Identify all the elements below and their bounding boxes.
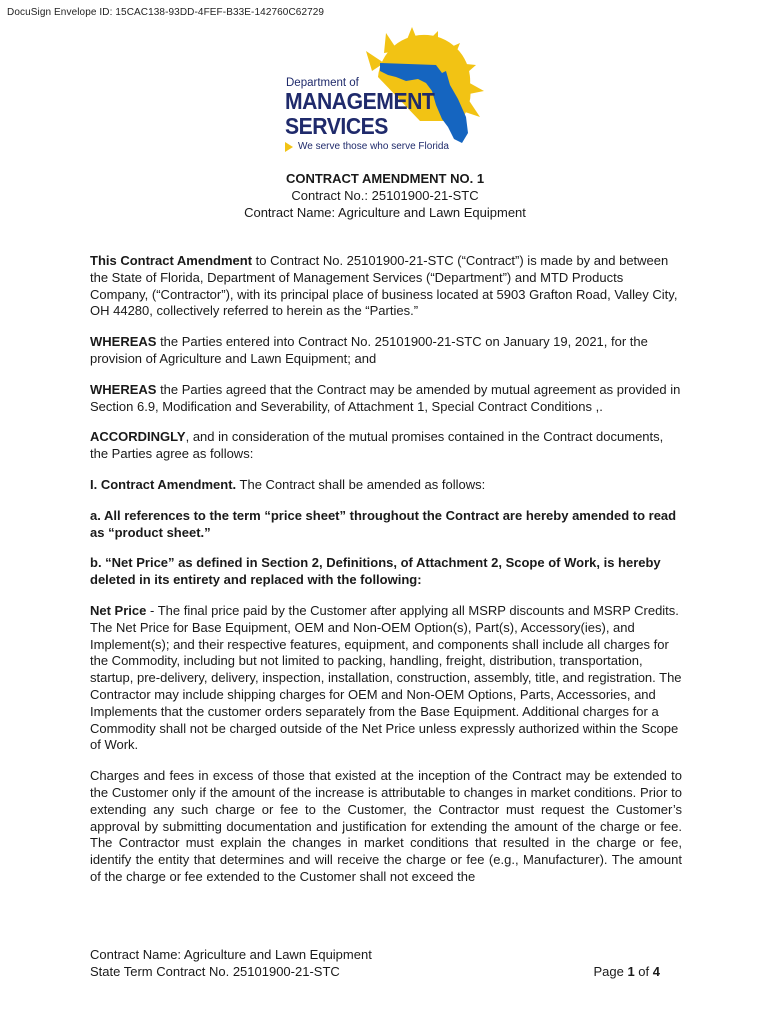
document-body: [90, 253, 682, 900]
logo-management-text: MANAGEMENT: [285, 88, 435, 114]
logo-department-text: Department of: [286, 77, 359, 89]
page-number: 1: [627, 964, 635, 979]
whereas-text-2: the Parties agreed that the Contract may be amended by mutual agreement as provided in Section 6.9, Modification and Severability, of Attachment 1, Special Contract Conditions ,.: [90, 381, 681, 414]
whereas-bold-1: WHEREAS: [90, 334, 157, 350]
section-i-bold: I. Contract Amendment.: [90, 476, 237, 492]
net-price-bold: Net Price: [90, 602, 147, 618]
intro-bold: This Contract Amendment: [90, 253, 253, 268]
intro-text: to Contract No. 25101900-21-STC (“Contract”) is made by and between the State of Florida, Department of Management Services (“Department”) and MTD Products Company, (“Contractor”), with its principal place of business located at 5903 Grafton Road, Valley City, OH 44280, collectively referred to herein as the “Parties.”: [90, 253, 678, 319]
section-i-text: The Contract shall be amended as follows:: [236, 476, 486, 492]
item-a-paragraph: [90, 508, 682, 542]
charges-paragraph: Charges and fees in excess of those that existed at the inception of the Contract may be extended to the Customer only if the amount of the increase is attributable to changes in market conditions. Prior to extending any such charge or fee to the Customer, the Contractor must request the Customer’s approval by submitting documentation and justification for extending the amount of the charge or fee. The Contractor must explain the changes in market conditions that resulted in the charge or fee, identify the entity that determines and will receive the charge or fee (e.g., Manufacturer). The amount of the charge or fee extended to the Customer shall not exceed the: [90, 768, 682, 884]
whereas-bold-2: WHEREAS: [90, 381, 157, 397]
accordingly-bold: ACCORDINGLY: [90, 429, 186, 445]
whereas-text-1: the Parties entered into Contract No. 25101900-21-STC on January 19, 2021, for the provision of Agriculture and Lawn Equipment; and: [90, 334, 648, 366]
logo-services-text: SERVICES: [285, 113, 388, 139]
accordingly-paragraph: [90, 429, 682, 463]
intro-paragraph: [90, 253, 682, 320]
accordingly-text: , and in consideration of the mutual promises contained in the Contract documents, the Parties agree as follows:: [90, 429, 664, 462]
document-title-block: [0, 170, 770, 221]
item-b-paragraph: [90, 555, 682, 589]
net-price-paragraph: [90, 603, 682, 754]
net-price-text: - The final price paid by the Customer after applying all MSRP discounts and MSRP Credits. The Net Price for Base Equipment, OEM and Non-OEM Option(s), Part(s), Accessory(ies), and Implement(s); and their respective features, equipment, and components shall include all charges for the Commodity, including but not limited to packing, handling, freight, distribution, transportation, startup, pre-delivery, delivery, inspection, installation, construction, assembly, title, and registration. The Contractor may include shipping charges for OEM and Non-OEM Options, Parts, Accessories, and Implements that the customer orders separately from the Base Equipment. Additional charges for a Commodity shall not be charged outside of the Net Price unless expressly authorized within the Scope of Work.: [90, 602, 682, 753]
contract-number: Contract No.: 25101900-21-STC: [291, 188, 479, 203]
section-i-heading: [90, 477, 682, 494]
docusign-envelope-id: DocuSign Envelope ID: 15CAC138-93DD-4FEF-B33E-142760C62729: [7, 7, 325, 18]
play-arrow-icon: [285, 142, 293, 152]
item-a-bold: a. All references to the term “price sheet” throughout the Contract are hereby amended to read as “product sheet.”: [90, 507, 677, 540]
page-of: of: [634, 964, 653, 979]
document-title: CONTRACT AMENDMENT NO. 1: [285, 171, 485, 186]
page-footer: [90, 946, 660, 980]
whereas-paragraph-2: [90, 382, 682, 416]
page-indicator: [593, 963, 660, 980]
dms-logo: [280, 25, 490, 160]
page-total: 4: [652, 964, 660, 979]
page-prefix: Page: [593, 964, 628, 979]
footer-contract-number: State Term Contract No. 25101900-21-STC: [90, 964, 340, 979]
footer-contract-name: Contract Name: Agriculture and Lawn Equipment: [90, 947, 372, 962]
contract-name: Contract Name: Agriculture and Lawn Equipment: [244, 205, 526, 220]
item-b-bold: b. “Net Price” as defined in Section 2, Definitions, of Attachment 2, Scope of Work, is hereby deleted in its entirety and replaced with the following:: [90, 555, 661, 588]
logo-tagline: We serve those who serve Florida: [298, 141, 449, 152]
whereas-paragraph-1: [90, 334, 682, 368]
